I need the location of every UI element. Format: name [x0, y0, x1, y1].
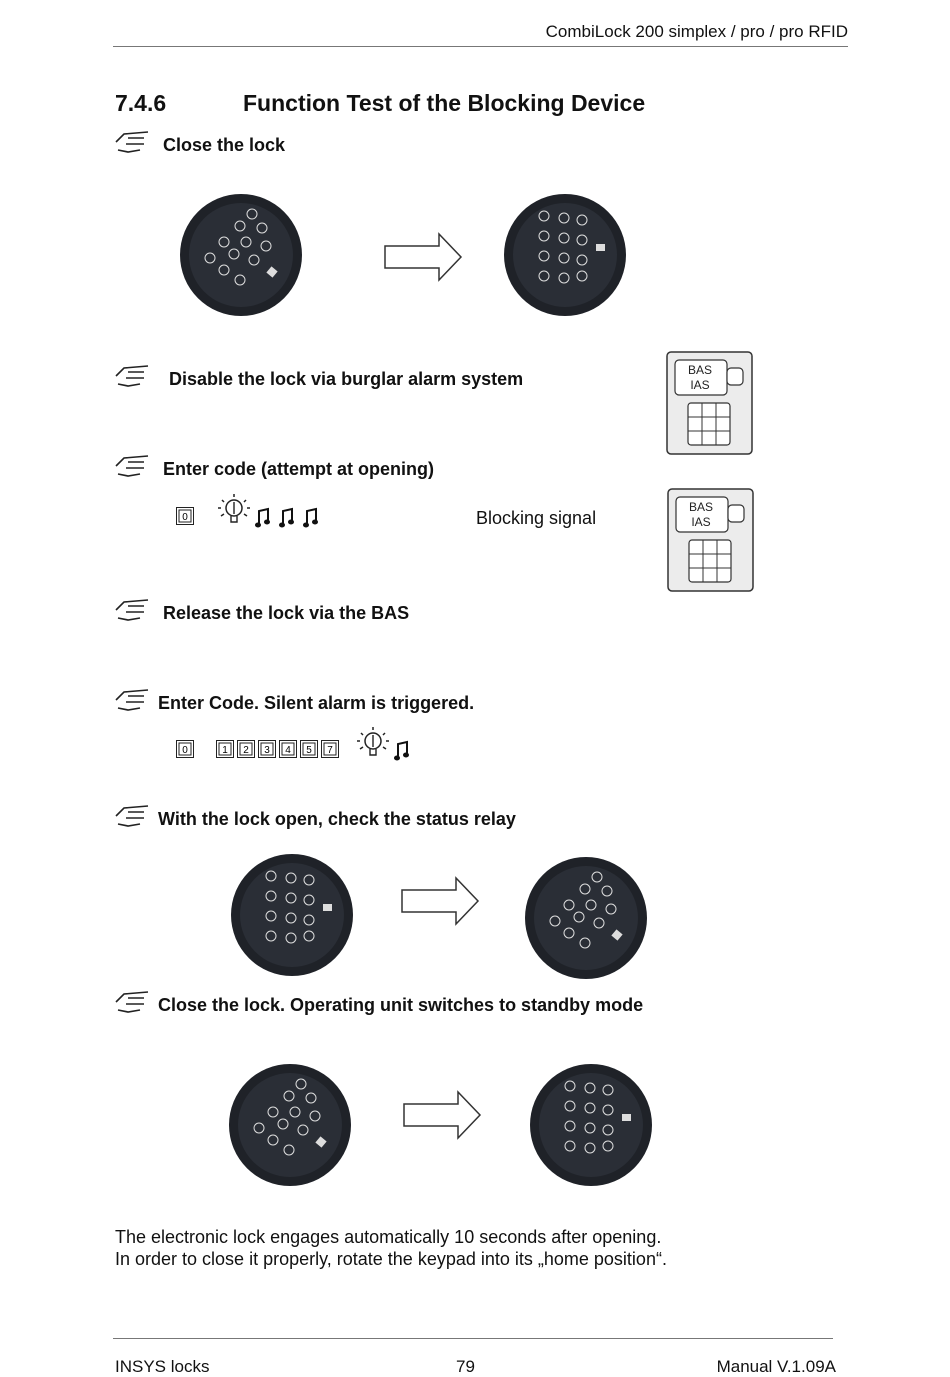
lock-keypad-rotated-image: [523, 855, 649, 981]
lock-keypad-home-image: [528, 1062, 654, 1188]
beep-note-icon: [254, 507, 270, 529]
key-label: 0: [182, 745, 188, 756]
pointing-hand-icon: [114, 596, 152, 624]
header-divider: [113, 46, 848, 47]
ias-label: IAS: [691, 515, 711, 529]
led-bulb-icon: [216, 492, 252, 528]
arrow-right-icon: [383, 232, 463, 282]
key-label: 4: [285, 745, 291, 756]
key-icon: [279, 740, 297, 758]
bas-label: BAS: [687, 363, 713, 377]
step-close-lock: Close the lock: [163, 135, 286, 155]
footer-divider: [113, 1338, 833, 1339]
bas-label: BAS: [688, 500, 714, 514]
ias-label: IAS: [690, 378, 710, 392]
pointing-hand-icon: [114, 452, 152, 480]
section-number: 7.4.6: [115, 90, 167, 116]
key-icon: [216, 740, 234, 758]
beep-note-icon: [302, 507, 318, 529]
step-release-lock: Release the lock via the BAS: [163, 603, 410, 623]
closing-instructions: [115, 1226, 667, 1270]
key-label: 0: [182, 512, 188, 523]
key-label: 1: [222, 745, 228, 756]
body-line-1: The electronic lock engages automatically 10 seconds after opening.: [115, 1227, 662, 1247]
footer-company: INSYS locks: [115, 1357, 210, 1376]
step-check-relay: With the lock open, check the status relay: [158, 809, 516, 829]
pointing-hand-icon: [114, 686, 152, 714]
key-icon: [321, 740, 339, 758]
key-icon: [237, 740, 255, 758]
key-label: 3: [264, 745, 270, 756]
body-line-2: In order to close it properly, rotate the keypad into its „home position“.: [115, 1249, 667, 1269]
beep-note-icon: [278, 507, 294, 529]
pointing-hand-icon: [114, 988, 152, 1016]
key-label: 5: [306, 745, 312, 756]
beep-note-icon: [393, 740, 409, 762]
arrow-right-icon: [400, 876, 480, 926]
key-zero-icon: [176, 507, 194, 525]
blocking-signal-label: Blocking signal: [476, 508, 597, 528]
step-enter-code: Enter code (attempt at opening): [163, 459, 435, 479]
step-disable-lock: Disable the lock via burglar alarm system: [169, 369, 524, 389]
pointing-hand-icon: [114, 802, 152, 830]
step-close-standby: Close the lock. Operating unit switches to standby mode: [158, 995, 644, 1015]
key-icon: [258, 740, 276, 758]
lock-keypad-home-image: [229, 852, 355, 978]
arrow-right-icon: [402, 1090, 482, 1140]
footer-version: Manual V.1.09A: [716, 1357, 836, 1376]
section-title: Function Test of the Blocking Device: [243, 90, 646, 116]
key-icon: [300, 740, 318, 758]
key-label: 7: [327, 745, 333, 756]
lock-keypad-home-image: [502, 192, 628, 318]
lock-keypad-rotated-image: [178, 192, 304, 318]
bas-panel-icon: [666, 351, 754, 456]
step-silent-alarm: Enter Code. Silent alarm is triggered.: [158, 693, 475, 713]
page-number: 79: [456, 1357, 475, 1376]
led-bulb-icon: [355, 725, 391, 761]
lock-keypad-rotated-image: [227, 1062, 353, 1188]
key-label: 2: [243, 745, 249, 756]
header-title: CombiLock 200 simplex / pro / pro RFID: [545, 22, 848, 41]
bas-panel-icon: [667, 488, 755, 593]
pointing-hand-icon: [114, 362, 152, 390]
key-zero-icon: [176, 740, 194, 758]
pointing-hand-icon: [114, 128, 152, 156]
